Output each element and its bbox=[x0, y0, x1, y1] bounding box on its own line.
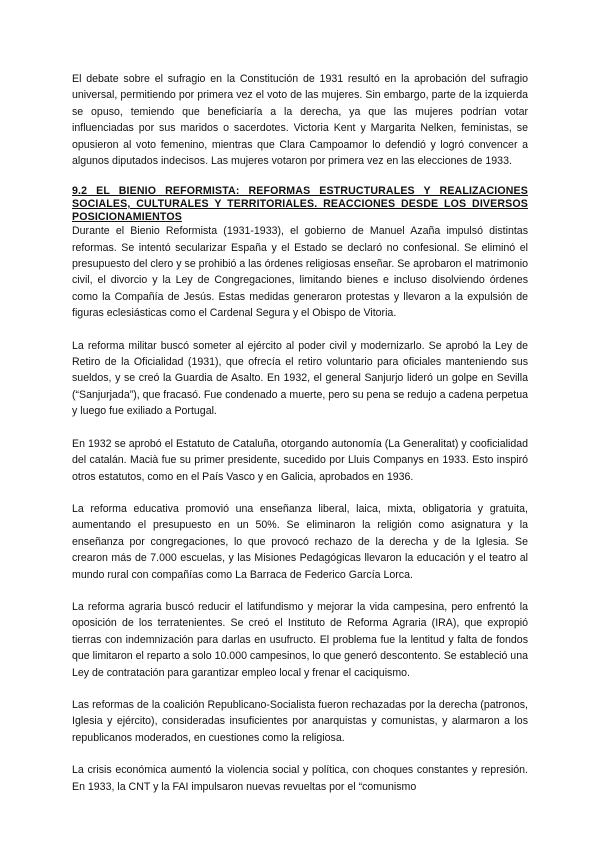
paragraph-spacer bbox=[72, 169, 528, 185]
paragraph-agrarian-reform: La reforma agraria buscó reducir el latifundismo y mejorar la vida campesina, pero enfrentó la oposición de los terratenientes. Se creó el Instituto de Reforma Agraria (IRA), que expropió tierras con indemnización para darlas en usufructo. El problema fue la lentitud y falta de fondos que limitaron el reparto a solo 10.000 campesinos, lo que generó descontento. Se estableció una Ley de contratación para garantizar empleo local y frenar el caciquismo. bbox=[72, 600, 528, 679]
paragraph-economic-crisis: La crisis económica aumentó la violencia social y política, con choques constantes y represión. En 1933, la CNT y la FAI impulsaron nuevas revueltas por el “comunismo bbox=[72, 764, 528, 793]
paragraph-religious-reform: Durante el Bienio Reformista (1931-1933), el gobierno de Manuel Azaña impulsó distintas reformas. Se intentó secularizar España y el Estado se declaró no confesional. Se eliminó el presupuesto del clero y se prohibió a las órdenes religiosas enseñar. Se aprobaron el matrimonio civil, el divorcio y la Ley de Congregaciones, limitando bienes e incluso disolviendo órdenes como la Compañía de Jesús. Estas medidas generaron protestas y llevaron a la expulsión de figuras eclesiásticas como el Cardenal Segura y el Obispo de Vitoria. bbox=[72, 225, 528, 320]
intro-paragraph: El debate sobre el sufragio en la Constitución de 1931 resultó en la aprobación del sufragio universal, permitiendo por primera vez el voto de las mujeres. Sin embargo, parte de la izquierda se opuso, temiendo que beneficiaría a la derecha, ya que las mujeres podrían votar influenciadas por sus maridos o sacerdotes. Victoria Kent y Margarita Nelken, feministas, se opusieron al voto femenino, mientras que Clara Campoamor lo defendió y logró convencer a algunos diputados indecisos. Las mujeres votaron por primera vez en las elecciones de 1933. bbox=[72, 73, 528, 168]
paragraph-spacer bbox=[72, 681, 528, 697]
paragraph-catalan-statute: En 1932 se aprobó el Estatuto de Cataluña, otorgando autonomía (La Generalitat) y cooficialidad del catalán. Macià fue su primer presidente, sucedido por Lluis Companys en 1933. Esto inspiró otros estatutos, como en el País Vasco y en Galicia, aprobados en 1936. bbox=[72, 437, 528, 483]
paragraph-spacer bbox=[72, 485, 528, 501]
section-heading: 9.2 EL BIENIO REFORMISTA: REFORMAS ESTRUCTURALES Y REALIZACIONES SOCIALES, CULTURALES Y TERRITORIALES. REACCIONES DESDE LOS DIVERSOS POSICIONAMIENTOS bbox=[72, 185, 528, 223]
paragraph-spacer bbox=[72, 746, 528, 762]
paragraph-military-reform: La reforma militar buscó someter al ejército al poder civil y modernizarlo. Se aprobó la Ley de Retiro de la Oficialidad (1931), que ofrecía el retiro voluntario para oficiales manteniendo sus sueldos, y se creó la Guardia de Asalto. En 1932, el general Sanjurjo lideró un golpe en Sevilla (“Sanjurjada”), que fracasó. Fue condenado a muerte, pero su pena se redujo a cadena perpetua y luego fue exiliado a Portugal. bbox=[72, 339, 528, 418]
paragraph-spacer bbox=[72, 583, 528, 599]
paragraph-spacer bbox=[72, 420, 528, 436]
paragraph-reactions: Las reformas de la coalición Republicano-Socialista fueron rechazadas por la derecha (patronos, Iglesia y ejército), consideradas insuficientes por anarquistas y comunistas, y alarmaron a los republicanos moderados, en cuestiones como la religiosa. bbox=[72, 698, 528, 744]
paragraph-education-reform: La reforma educativa promovió una enseñanza liberal, laica, mixta, obligatoria y gratuita, aumentando el presupuesto en un 50%. Se eliminaron la religión como asignatura y la enseñanza por congregaciones, lo que provocó rechazo de la derecha y de la Iglesia. Se crearon más de 7.000 escuelas, y las Misiones Pedagógicas llevaron la educación y el teatro al mundo rural con compañías como La Barraca de Federico García Lorca. bbox=[72, 502, 528, 581]
paragraph-spacer bbox=[72, 322, 528, 338]
